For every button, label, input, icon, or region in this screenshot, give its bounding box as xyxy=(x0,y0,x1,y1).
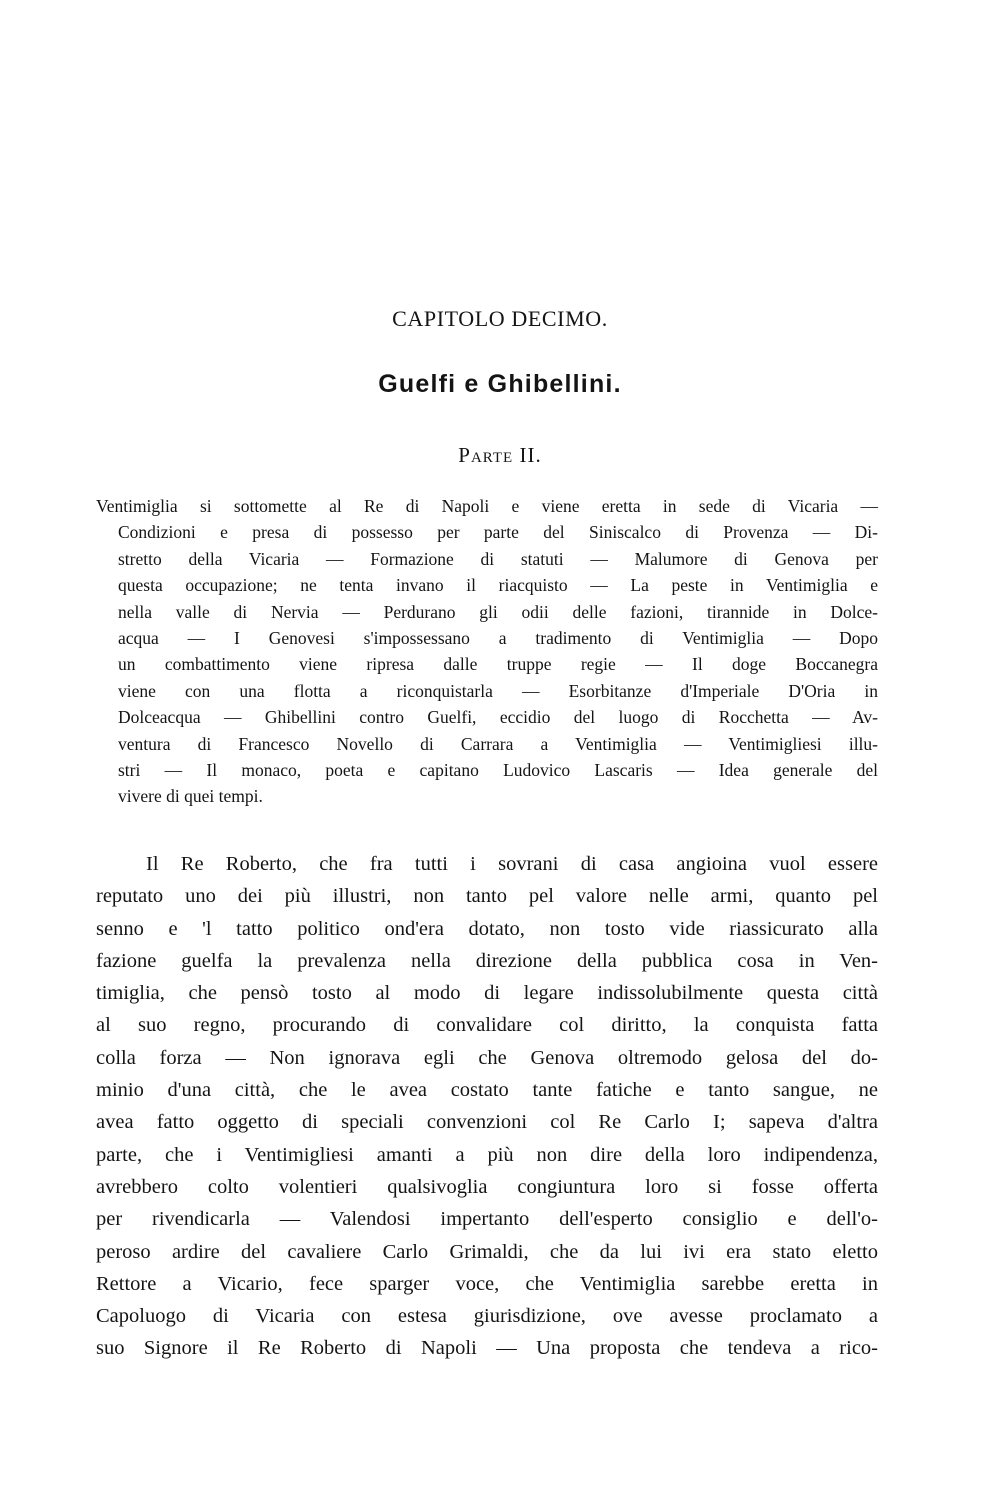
summary-line: vivere di quei tempi. xyxy=(118,786,263,807)
summary-line: questa occupazione; ne tenta invano il riacquisto — La peste in Ventimiglia e xyxy=(118,575,878,596)
body-line: Capoluogo di Vicaria con estesa giurisdizione, ove avesse proclamato a xyxy=(96,1305,878,1328)
body-line: timiglia, che pensò tosto al modo di legare indissolubilmente questa città xyxy=(96,982,878,1005)
summary-line: acqua — I Genovesi s'impossessano a tradimento di Ventimiglia — Dopo xyxy=(118,627,878,648)
body-line: parte, che i Ventimigliesi amanti a più non dire della loro indipendenza, xyxy=(96,1143,878,1166)
body-line: al suo regno, procurando di convalidare col diritto, la conquista fatta xyxy=(96,1014,878,1037)
body-line: Il Re Roberto, che fra tutti i sovrani di casa angioina vuol essere xyxy=(146,853,878,875)
summary-line: stretto della Vicaria — Formazione di statuti — Malumore di Genova per xyxy=(118,548,878,569)
body-line: avea fatto oggetto di speciali convenzioni col Re Carlo I; sapeva d'altra xyxy=(96,1111,878,1134)
body-line: Rettore a Vicario, fece sparger voce, che Ventimiglia sarebbe eretta in xyxy=(96,1272,878,1295)
chapter-title: Guelfi e Ghibellini. xyxy=(378,370,622,398)
body-line: fazione guelfa la prevalenza nella direzione della pubblica cosa in Ven- xyxy=(96,949,878,972)
body-line: suo Signore il Re Roberto di Napoli — Una proposta che tendeva a rico- xyxy=(96,1337,878,1360)
body-paragraph xyxy=(96,848,878,1365)
summary-line: Dolceacqua — Ghibellini contro Guelfi, eccidio del luogo di Rocchetta — Av- xyxy=(118,707,878,728)
body-line: senno e 'l tatto politico ond'era dotato, non tosto vide riassicurato alla xyxy=(96,917,878,940)
body-line: avrebbero colto volentieri qualsivoglia congiuntura loro si fosse offerta xyxy=(96,1175,878,1198)
body-line: per rivendicarla — Valendosi impertanto dell'esperto consiglio e dell'o- xyxy=(96,1208,878,1231)
summary-line: stri — Il monaco, poeta e capitano Ludovico Lascaris — Idea generale del xyxy=(118,759,878,780)
chapter-heading: CAPITOLO DECIMO. xyxy=(392,306,608,331)
body-line: colla forza — Non ignorava egli che Genova oltremodo gelosa del do- xyxy=(96,1046,878,1069)
summary-line: viene con una flotta a riconquistarla — Esorbitanze d'Imperiale D'Oria in xyxy=(118,680,878,701)
summary-line: Condizioni e presa di possesso per parte del Siniscalco di Provenza — Di- xyxy=(118,522,878,543)
summary-line: Ventimiglia si sottomette al Re di Napoli e viene eretta in sede di Vicaria — xyxy=(96,496,878,516)
body-line: peroso ardire del cavaliere Carlo Grimaldi, che da lui ivi era stato eletto xyxy=(96,1240,878,1263)
part-heading: Parte II. xyxy=(458,443,542,467)
summary-line: nella valle di Nervia — Perdurano gli odii delle fazioni, tirannide in Dolce- xyxy=(118,601,878,622)
summary-line: ventura di Francesco Novello di Carrara a Ventimiglia — Ventimigliesi illu- xyxy=(118,733,878,754)
body-line: reputato uno dei più illustri, non tanto pel valore nelle armi, quanto pel xyxy=(96,885,878,908)
chapter-summary xyxy=(96,493,878,810)
summary-line: un combattimento viene ripresa dalle truppe regie — Il doge Boccanegra xyxy=(118,654,878,675)
body-line: minio d'una città, che le avea costato tante fatiche e tanto sangue, ne xyxy=(96,1079,878,1102)
